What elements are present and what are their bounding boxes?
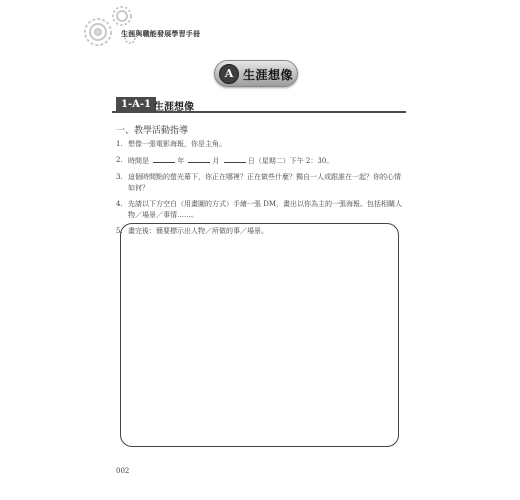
page-number: 002 bbox=[116, 467, 130, 475]
list-item bbox=[116, 139, 406, 150]
section-code: 1-A-1 bbox=[116, 97, 156, 112]
item-text: 想像一張電影海報，你是主角。 bbox=[128, 140, 226, 148]
list-item bbox=[116, 155, 406, 167]
drawing-area[interactable] bbox=[120, 223, 399, 447]
item-text-end: 日（星期二）下午 2：30。 bbox=[247, 157, 334, 165]
month-blank[interactable] bbox=[188, 155, 210, 163]
item-text: 畫完後：簡要標示出人物／所做的事／場景。 bbox=[128, 227, 268, 235]
item-number: 1. bbox=[116, 140, 123, 148]
item-number: 4. bbox=[116, 200, 123, 208]
section-title: 生涯想像 bbox=[154, 102, 194, 113]
list-item bbox=[116, 199, 406, 221]
subheading: 一、教學活動指導 bbox=[116, 126, 189, 136]
item-text: 時間是 bbox=[128, 157, 149, 165]
month-label: 月 bbox=[212, 157, 220, 165]
item-number: 5. bbox=[116, 227, 123, 235]
item-number: 2. bbox=[116, 156, 123, 164]
year-label: 年 bbox=[177, 157, 185, 165]
day-blank[interactable] bbox=[224, 155, 246, 163]
running-head: 生涯與職能發展學習手冊 bbox=[121, 30, 201, 38]
chapter-badge: A bbox=[219, 64, 239, 84]
item-number: 3. bbox=[116, 173, 123, 181]
chapter-title: 生涯想像 bbox=[243, 68, 294, 82]
item-text: 這個時間點的螢光幕下，你正在哪裡？正在做些什麼？獨自一人或跟誰在一起？你的心情如何？ bbox=[128, 173, 401, 192]
list-item bbox=[116, 172, 406, 194]
gears-icon bbox=[78, 4, 140, 52]
item-text: 先請以下方空白（用畫圖的方式）手繪一張 DM，畫出以你為主的一張海報。包括相關人物／場景／事情……。 bbox=[128, 200, 403, 219]
chapter-banner bbox=[214, 60, 298, 87]
section-header bbox=[112, 97, 406, 113]
year-blank[interactable] bbox=[153, 155, 175, 163]
